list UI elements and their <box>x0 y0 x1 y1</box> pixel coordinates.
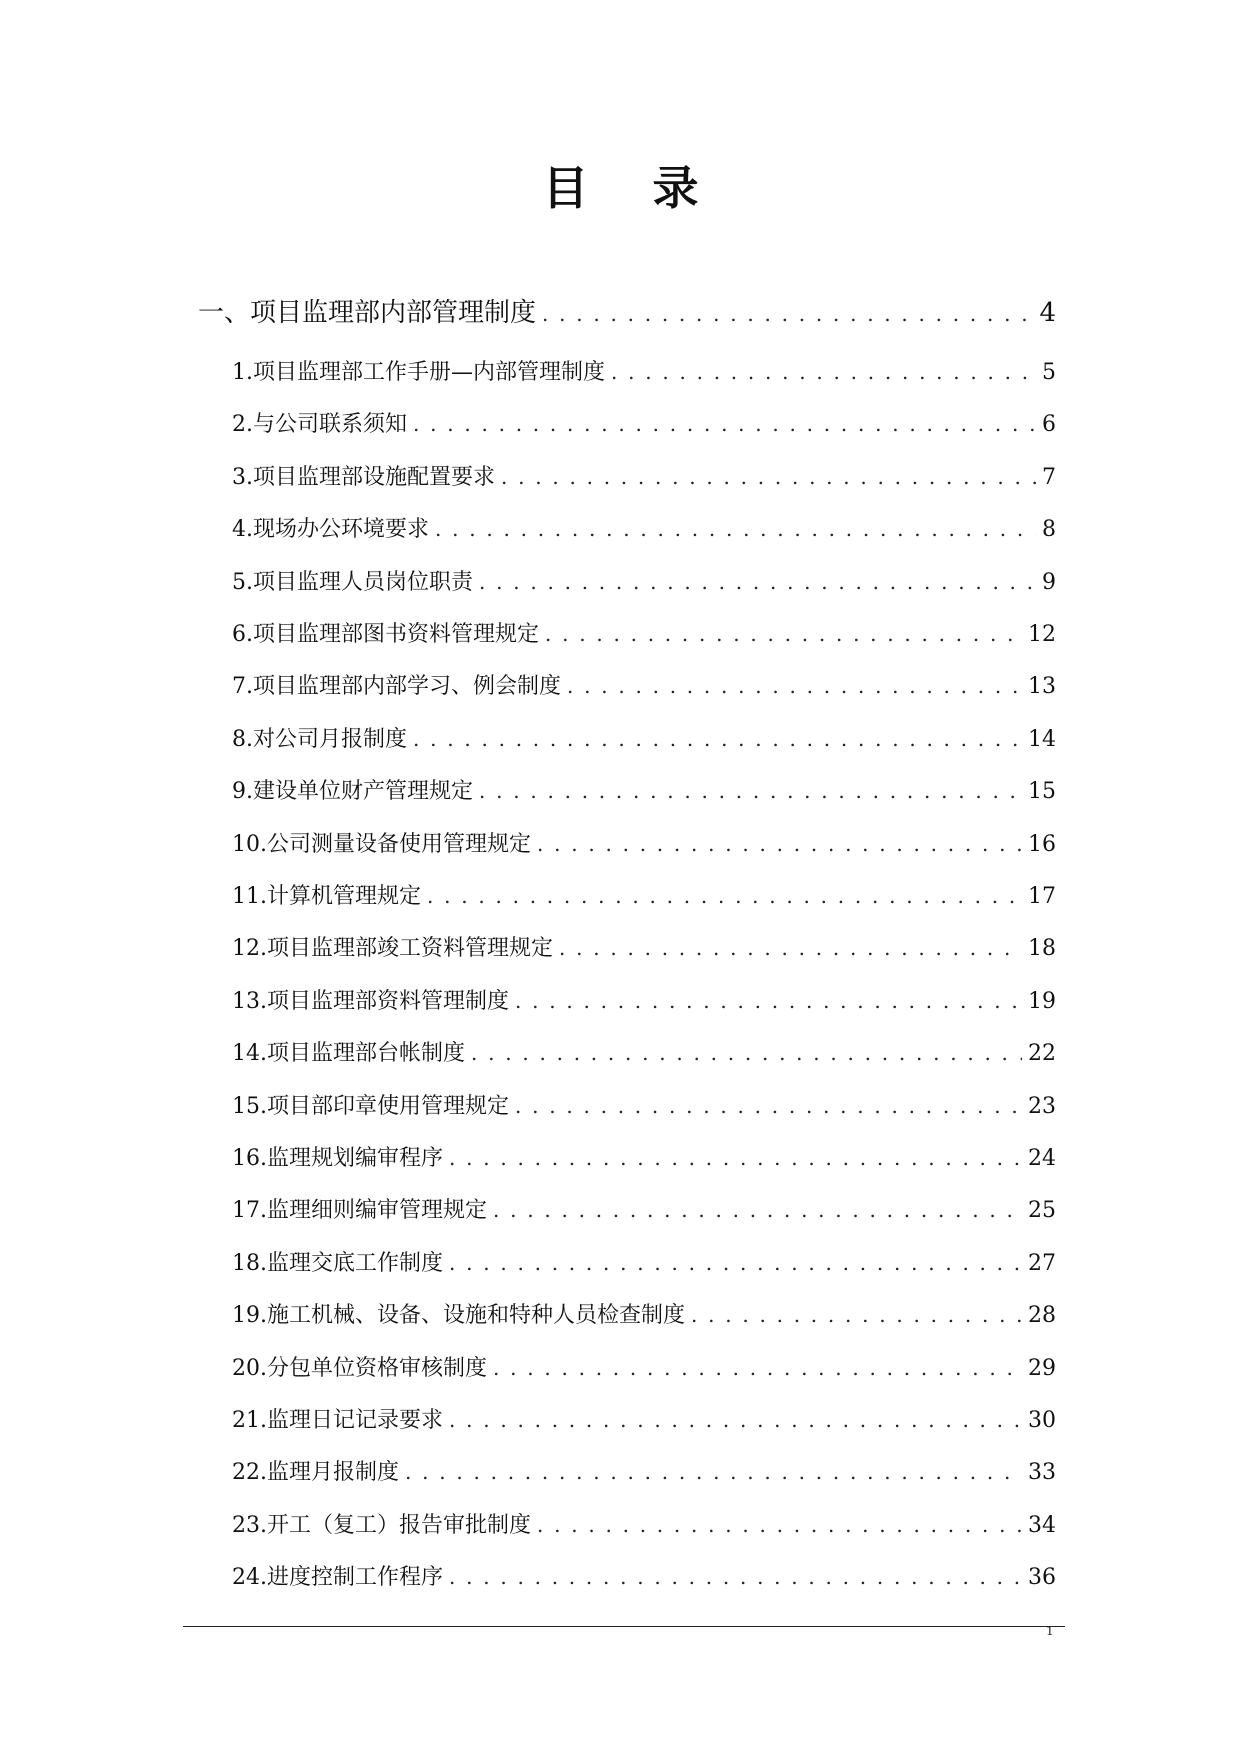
toc-leader-dots <box>611 360 1036 384</box>
toc-entry-page: 5 <box>1042 360 1056 385</box>
toc-entry[interactable] <box>232 1508 1056 1539</box>
toc-leader-dots <box>449 1408 1022 1432</box>
footer-rule <box>183 1626 1065 1627</box>
toc-leader-dots <box>493 1198 1022 1222</box>
toc-leader-dots <box>413 727 1022 751</box>
toc-entry-page: 36 <box>1028 1565 1056 1590</box>
toc-entry[interactable] <box>232 984 1056 1015</box>
toc-entry[interactable] <box>232 565 1056 596</box>
toc-section-page: 4 <box>1039 298 1056 328</box>
toc-entry-label: 14.项目监理部台帐制度 <box>232 1041 465 1066</box>
toc-entry-page: 30 <box>1028 1408 1056 1433</box>
toc-entry-page: 18 <box>1028 936 1056 961</box>
toc-entry-label: 9.建设单位财产管理规定 <box>232 779 473 804</box>
toc-entry[interactable] <box>232 512 1056 543</box>
toc-leader-dots <box>515 1094 1022 1118</box>
toc-entry[interactable] <box>232 1141 1056 1172</box>
toc-entry[interactable] <box>232 355 1056 386</box>
toc-entry[interactable] <box>232 722 1056 753</box>
toc-entry-page: 24 <box>1028 1146 1056 1171</box>
toc-entry-label: 21.监理日记记录要求 <box>232 1408 443 1433</box>
toc-entry-page: 17 <box>1028 884 1056 909</box>
toc-entry-label: 1.项目监理部工作手册—内部管理制度 <box>232 360 605 385</box>
toc-entry[interactable] <box>232 617 1056 648</box>
toc-entry-label: 2.与公司联系须知 <box>232 412 407 437</box>
toc-entry-label: 19.施工机械、设备、设施和特种人员检查制度 <box>232 1303 685 1328</box>
toc-entry-label: 20.分包单位资格审核制度 <box>232 1356 487 1381</box>
toc-entry-page: 15 <box>1028 779 1056 804</box>
toc-leader-dots <box>479 570 1036 594</box>
toc-entry-label: 3.项目监理部设施配置要求 <box>232 465 495 490</box>
toc-entry-page: 27 <box>1028 1251 1056 1276</box>
toc-entry-label: 18.监理交底工作制度 <box>232 1251 443 1276</box>
toc-entry[interactable] <box>232 1403 1056 1434</box>
toc-leader-dots <box>435 517 1036 541</box>
toc-entry-page: 8 <box>1042 517 1056 542</box>
toc-entry-label: 11.计算机管理规定 <box>232 884 421 909</box>
toc-entry[interactable] <box>232 407 1056 438</box>
toc-leader-dots <box>471 1041 1022 1065</box>
toc-section-label: 一、项目监理部内部管理制度 <box>198 298 537 328</box>
toc-entry-label: 23.开工（复工）报告审批制度 <box>232 1513 531 1538</box>
toc-entry[interactable] <box>232 669 1056 700</box>
toc-entry[interactable] <box>232 1193 1056 1224</box>
toc-entry-label: 17.监理细则编审管理规定 <box>232 1198 487 1223</box>
toc-entry-page: 6 <box>1042 412 1056 437</box>
toc-leader-dots <box>537 832 1022 856</box>
toc-leader-dots <box>449 1565 1022 1589</box>
toc-leader-dots <box>493 1356 1022 1380</box>
toc-entry[interactable] <box>232 1246 1056 1277</box>
toc-leader-dots <box>691 1303 1022 1327</box>
toc-leader-dots <box>542 302 1033 326</box>
toc-leader-dots <box>537 1513 1022 1537</box>
toc-entry-label: 13.项目监理部资料管理制度 <box>232 989 509 1014</box>
toc-entry-page: 22 <box>1028 1041 1056 1066</box>
toc-entry[interactable] <box>232 827 1056 858</box>
toc-entry[interactable] <box>232 931 1056 962</box>
toc-entry-page: 12 <box>1028 622 1056 647</box>
toc-leader-dots <box>427 884 1022 908</box>
toc-leader-dots <box>413 412 1036 436</box>
toc-entry-page: 23 <box>1028 1094 1056 1119</box>
toc-leader-dots <box>545 622 1022 646</box>
toc-entry-page: 25 <box>1028 1198 1056 1223</box>
toc-leader-dots <box>515 989 1022 1013</box>
toc-entry[interactable] <box>232 774 1056 805</box>
toc-section-entry[interactable] <box>198 292 1056 329</box>
toc-entry-page: 16 <box>1028 832 1056 857</box>
toc-leader-dots <box>405 1460 1022 1484</box>
toc-entry[interactable] <box>232 460 1056 491</box>
toc-leader-dots <box>501 465 1036 489</box>
toc-entry-page: 13 <box>1028 674 1056 699</box>
toc-entry-label: 12.项目监理部竣工资料管理规定 <box>232 936 553 961</box>
toc-entry-page: 29 <box>1028 1356 1056 1381</box>
toc-entry[interactable] <box>232 1298 1056 1329</box>
toc-entry-page: 7 <box>1042 465 1056 490</box>
toc-leader-dots <box>567 674 1022 698</box>
toc-entry[interactable] <box>232 1036 1056 1067</box>
toc-entry[interactable] <box>232 1560 1056 1591</box>
toc-title: 目 录 <box>542 161 699 215</box>
toc-entry[interactable] <box>232 1455 1056 1486</box>
toc-entry-label: 5.项目监理人员岗位职责 <box>232 570 473 595</box>
toc-entry-label: 4.现场办公环境要求 <box>232 517 429 542</box>
toc-entry-page: 14 <box>1028 727 1056 752</box>
toc-entry-label: 16.监理规划编审程序 <box>232 1146 443 1171</box>
toc-entry-page: 9 <box>1042 570 1056 595</box>
toc-entry-label: 7.项目监理部内部学习、例会制度 <box>232 674 561 699</box>
toc-entry-label: 22.监理月报制度 <box>232 1460 399 1485</box>
toc-entry-page: 19 <box>1028 989 1056 1014</box>
toc-entry-label: 24.进度控制工作程序 <box>232 1565 443 1590</box>
toc-entry-label: 8.对公司月报制度 <box>232 727 407 752</box>
footer-page-number: 1 <box>1046 1624 1054 1638</box>
toc-entry-page: 33 <box>1028 1460 1056 1485</box>
toc-entry[interactable] <box>232 879 1056 910</box>
toc-leader-dots <box>479 779 1022 803</box>
toc-leader-dots <box>449 1251 1022 1275</box>
toc-entry-label: 15.项目部印章使用管理规定 <box>232 1094 509 1119</box>
toc-entry[interactable] <box>232 1089 1056 1120</box>
toc-entry-page: 28 <box>1028 1303 1056 1328</box>
toc-entry-label: 10.公司测量设备使用管理规定 <box>232 832 531 857</box>
toc-entry-page: 34 <box>1028 1513 1056 1538</box>
toc-entry-label: 6.项目监理部图书资料管理规定 <box>232 622 539 647</box>
toc-leader-dots <box>449 1146 1022 1170</box>
toc-leader-dots <box>559 936 1022 960</box>
toc-entry[interactable] <box>232 1351 1056 1382</box>
